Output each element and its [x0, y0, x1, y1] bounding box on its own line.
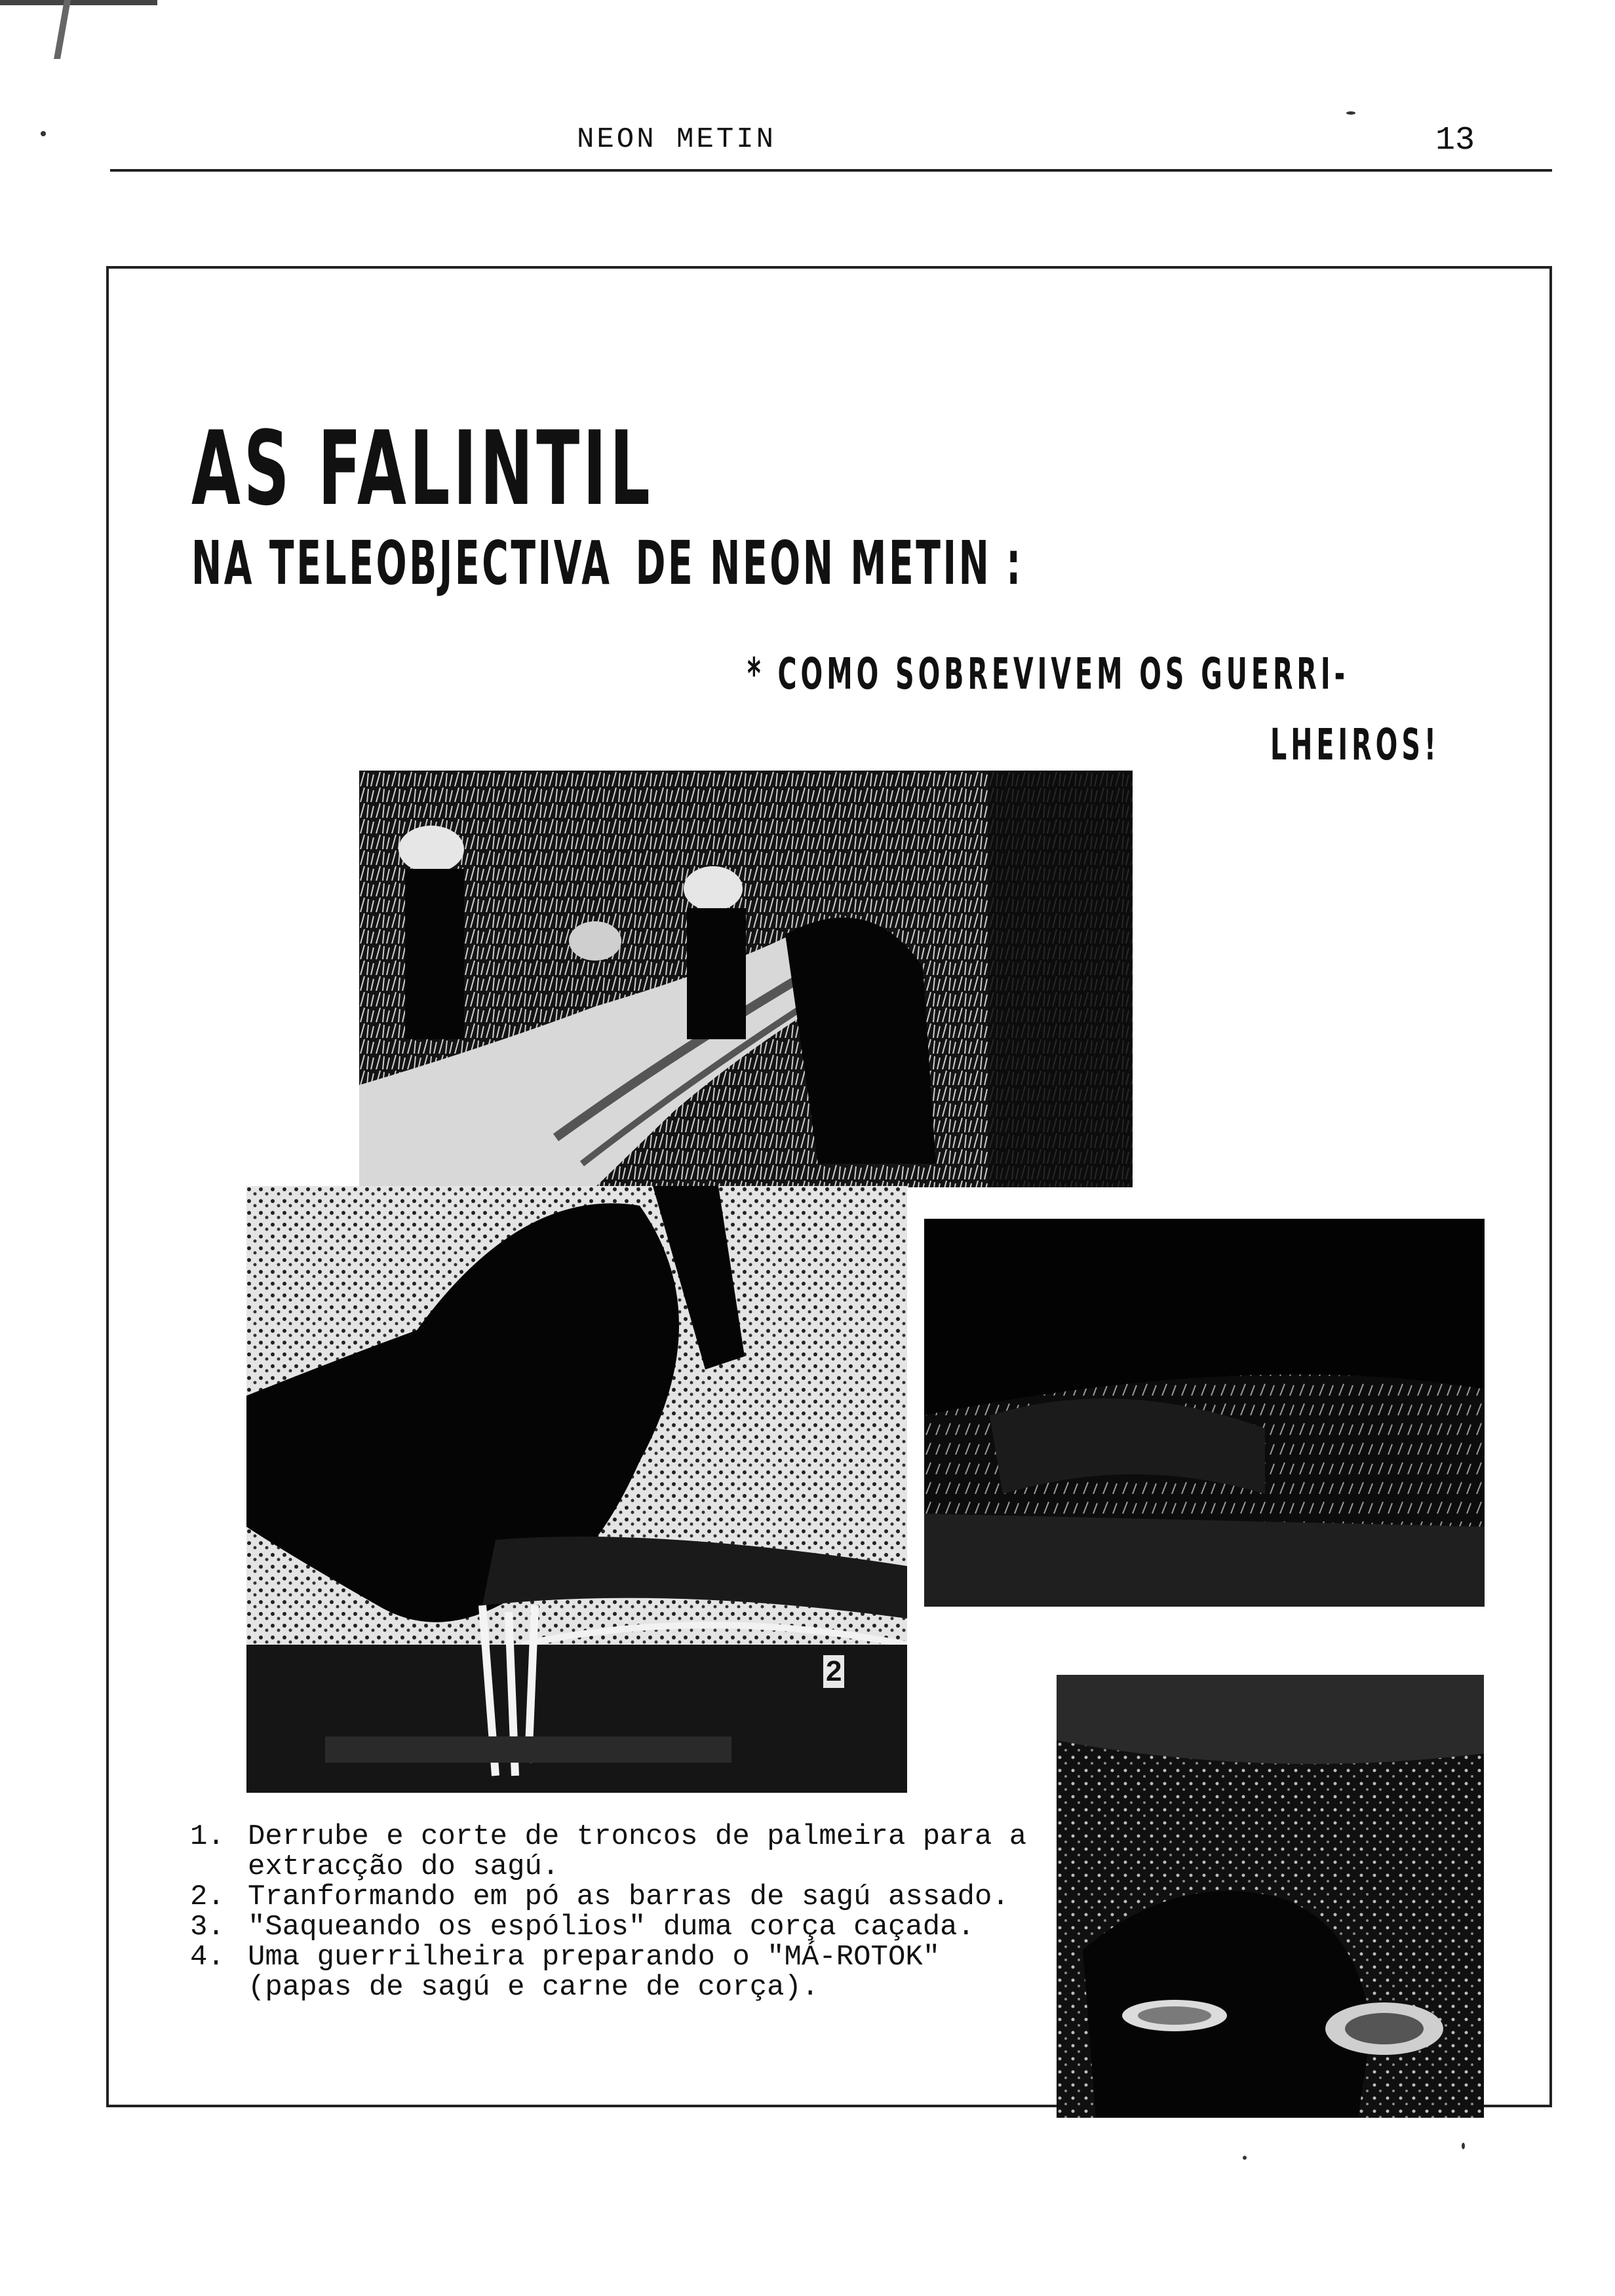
caption-number: 1.: [190, 1820, 225, 1853]
scan-corner-mark: [54, 0, 71, 59]
scan-speck: [1462, 2143, 1465, 2149]
subhead-part-1: NA TELEOBJECTIVA: [191, 528, 612, 598]
scan-speck: [1243, 2156, 1247, 2160]
caption-number: 3.: [190, 1911, 225, 1943]
scan-speck: [1346, 111, 1355, 115]
caption-item: [190, 1942, 1042, 2002]
caption-text: Derrube e corte de troncos de palmeira para a extracção do sagú.: [248, 1820, 1027, 1883]
kicker-line-2: LHEIROS!: [1270, 719, 1440, 770]
subheadline: [191, 528, 1023, 598]
scan-speck: [41, 131, 46, 136]
caption-item: [190, 1912, 1042, 1942]
photo-captions: [190, 1822, 1042, 2002]
running-header-title: NEON METIN: [577, 123, 777, 156]
caption-text: "Saqueando os espólios" duma corça caçada.: [248, 1911, 975, 1943]
caption-text: Tranformando em pó as barras de sagú assado.: [248, 1881, 1009, 1913]
photo-1-palm-felling: [359, 771, 1133, 1187]
subhead-part-2: DE NEON METIN :: [635, 528, 1023, 598]
photo-4-preparing-marotok: [1057, 1675, 1484, 2118]
caption-item: [190, 1882, 1042, 1912]
kicker-line-1: * COMO SOBREVIVEM OS GUERRI-: [747, 649, 1350, 699]
page-number: 13: [1435, 122, 1475, 159]
caption-item: [190, 1822, 1042, 1882]
header-rule: [110, 169, 1552, 172]
caption-number: 4.: [190, 1941, 225, 1974]
photo-2-pounding-sago: [246, 1186, 907, 1793]
scan-edge-mark: [0, 0, 157, 5]
caption-text: Uma guerrilheira preparando o "MÁ-ROTOK"(papas de sagú e carne de corça).: [248, 1941, 941, 2004]
headline: AS FALINTIL: [191, 409, 653, 528]
photo-2-number-label: 2: [823, 1655, 844, 1688]
photo-3-deer-spoils: [924, 1219, 1485, 1607]
caption-number: 2.: [190, 1881, 225, 1913]
